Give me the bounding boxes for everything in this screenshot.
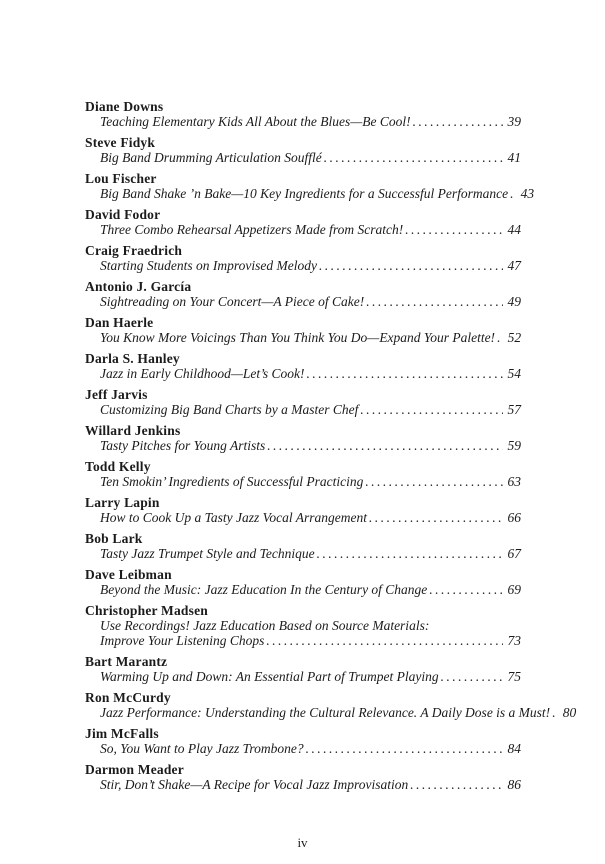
entry-title-line <box>100 294 521 309</box>
table-of-contents <box>85 99 577 798</box>
toc-entry <box>85 726 521 756</box>
toc-entry <box>85 603 521 648</box>
entry-title-line <box>100 222 521 237</box>
entry-page-number: 54 <box>507 366 521 381</box>
dot-leader <box>369 510 503 525</box>
entry-page-number: 49 <box>507 294 521 309</box>
entry-title: Stir, Don’t Shake—A Recipe for Vocal Jazz Improvisation <box>100 777 409 792</box>
toc-entry <box>85 243 521 273</box>
dot-leader <box>267 438 503 453</box>
dot-leader <box>360 402 503 417</box>
entry-title: Improve Your Listening Chops <box>100 633 265 648</box>
dot-leader <box>413 114 503 129</box>
entry-page-number: 52 <box>507 330 522 345</box>
entry-author: Bob Lark <box>85 531 143 546</box>
entry-author: Dan Haerle <box>85 315 154 330</box>
entry-title-line <box>100 474 521 489</box>
entry-title-line <box>100 510 521 525</box>
toc-entry <box>85 351 521 381</box>
entry-title-line <box>100 618 521 633</box>
dot-leader <box>441 669 503 684</box>
entry-title: Sightreading on Your Concert—A Piece of Cake! <box>100 294 365 309</box>
dot-leader <box>319 258 503 273</box>
entry-title-line <box>100 633 521 648</box>
entry-title-lines <box>100 366 521 381</box>
entry-title: So, You Want to Play Jazz Trombone? <box>100 741 304 756</box>
entry-page-number: 57 <box>507 402 521 417</box>
entry-title-lines <box>100 669 521 684</box>
toc-entry <box>85 495 521 525</box>
entry-page-number: 41 <box>507 150 521 165</box>
entry-title: Teaching Elementary Kids All About the Blues—Be Cool! <box>100 114 411 129</box>
dot-leader <box>429 582 503 597</box>
toc-entry <box>85 279 521 309</box>
entry-author: Craig Fraedrich <box>85 243 183 258</box>
entry-author: Dave Leibman <box>85 567 172 582</box>
entry-title-line <box>100 777 521 792</box>
entry-title-lines <box>100 438 521 453</box>
entry-title-lines <box>100 546 521 561</box>
entry-page-number: 44 <box>507 222 521 237</box>
entry-title: Ten Smokin’ Ingredients of Successful Practicing <box>100 474 364 489</box>
entry-title: How to Cook Up a Tasty Jazz Vocal Arrangement <box>100 510 368 525</box>
entry-title: Use Recordings! Jazz Education Based on Source Materials: <box>100 618 430 633</box>
entry-title-line <box>100 150 521 165</box>
dot-leader <box>365 474 503 489</box>
entry-title-line <box>100 258 521 273</box>
entry-title-line <box>100 366 521 381</box>
entry-title-lines <box>100 258 521 273</box>
dot-leader <box>405 222 503 237</box>
toc-entry <box>85 387 521 417</box>
entry-title-lines <box>100 150 521 165</box>
entry-title-line <box>100 402 521 417</box>
entry-title-lines <box>100 777 521 792</box>
entry-title-line <box>100 546 521 561</box>
entry-author: Larry Lapin <box>85 495 160 510</box>
entry-title-lines <box>100 510 521 525</box>
entry-title: Big Band Shake ’n Bake—10 Key Ingredients for a Successful Performance <box>100 186 509 201</box>
entry-author: Lou Fischer <box>85 171 157 186</box>
entry-title: Beyond the Music: Jazz Education In the Century of Change <box>100 582 428 597</box>
entry-title-lines <box>100 582 521 597</box>
entry-title: Warming Up and Down: An Essential Part of Trumpet Playing <box>100 669 439 684</box>
entry-title-line <box>100 438 521 453</box>
entry-page-number: 73 <box>507 633 521 648</box>
toc-entry <box>85 171 535 201</box>
entry-title-lines <box>100 114 521 129</box>
entry-author: Darla S. Hanley <box>85 351 180 366</box>
dot-leader <box>552 705 558 720</box>
entry-page-number: 66 <box>507 510 521 525</box>
entry-page-number: 47 <box>507 258 521 273</box>
entry-page-number: 43 <box>520 186 535 201</box>
toc-entry <box>85 762 521 792</box>
entry-title-lines <box>100 186 535 201</box>
dot-leader <box>266 633 503 648</box>
entry-page-number: 67 <box>507 546 521 561</box>
entry-title-lines <box>100 294 521 309</box>
dot-leader <box>317 546 503 561</box>
entry-title: Tasty Jazz Trumpet Style and Technique <box>100 546 315 561</box>
entry-author: Bart Marantz <box>85 654 168 669</box>
toc-entry <box>85 423 521 453</box>
entry-title: Three Combo Rehearsal Appetizers Made from Scratch! <box>100 222 404 237</box>
toc-entry <box>85 459 521 489</box>
entry-title-line <box>100 186 535 201</box>
entry-page-number: 63 <box>507 474 521 489</box>
entry-page-number: 84 <box>507 741 521 756</box>
dot-leader <box>366 294 503 309</box>
entry-author: Ron McCurdy <box>85 690 171 705</box>
toc-entry <box>85 315 521 345</box>
entry-page-number: 69 <box>507 582 521 597</box>
entry-author: Jeff Jarvis <box>85 387 148 402</box>
entry-title-lines <box>100 618 521 648</box>
toc-entry <box>85 99 521 129</box>
entry-author: Todd Kelly <box>85 459 151 474</box>
entry-page-number: 39 <box>507 114 521 129</box>
entry-author: Steve Fidyk <box>85 135 156 150</box>
dot-leader <box>306 741 503 756</box>
entry-title-line <box>100 669 521 684</box>
entry-author: Diane Downs <box>85 99 164 114</box>
toc-entry <box>85 207 521 237</box>
entry-author: Jim McFalls <box>85 726 159 741</box>
entry-title: Jazz Performance: Understanding the Cultural Relevance. A Daily Dose is a Must! <box>100 705 551 720</box>
entry-title: Tasty Pitches for Young Artists <box>100 438 266 453</box>
toc-entry <box>85 135 521 165</box>
dot-leader <box>510 186 516 201</box>
entry-title-lines <box>100 474 521 489</box>
page-footer <box>0 835 605 851</box>
entry-page-number: 59 <box>507 438 521 453</box>
toc-entry <box>85 690 577 720</box>
entry-title-line <box>100 114 521 129</box>
entry-title: Starting Students on Improvised Melody <box>100 258 317 273</box>
entry-title-line <box>100 705 577 720</box>
entry-title: Big Band Drumming Articulation Soufflé <box>100 150 322 165</box>
entry-title-lines <box>100 330 521 345</box>
toc-entry <box>85 567 521 597</box>
dot-leader <box>324 150 503 165</box>
entry-title: Customizing Big Band Charts by a Master Chef <box>100 402 359 417</box>
entry-author: Antonio J. García <box>85 279 192 294</box>
entry-title-line <box>100 330 521 345</box>
entry-page-number: 86 <box>507 777 521 792</box>
entry-title-lines <box>100 741 521 756</box>
entry-title-line <box>100 741 521 756</box>
entry-title-lines <box>100 705 577 720</box>
entry-title-lines <box>100 402 521 417</box>
dot-leader <box>497 330 503 345</box>
toc-entry <box>85 531 521 561</box>
dot-leader <box>410 777 503 792</box>
entry-author: David Fodor <box>85 207 161 222</box>
toc-entry <box>85 654 521 684</box>
entry-title-line <box>100 582 521 597</box>
entry-author: Christopher Madsen <box>85 603 208 618</box>
dot-leader <box>307 366 503 381</box>
entry-author: Darmon Meader <box>85 762 184 777</box>
entry-author: Willard Jenkins <box>85 423 181 438</box>
entry-title-lines <box>100 222 521 237</box>
entry-page-number: 75 <box>507 669 521 684</box>
folio-page-number: iv <box>297 835 308 850</box>
entry-page-number: 80 <box>562 705 577 720</box>
entry-title: You Know More Voicings Than You Think You Do—Expand Your Palette! <box>100 330 496 345</box>
entry-title: Jazz in Early Childhood—Let’s Cook! <box>100 366 305 381</box>
